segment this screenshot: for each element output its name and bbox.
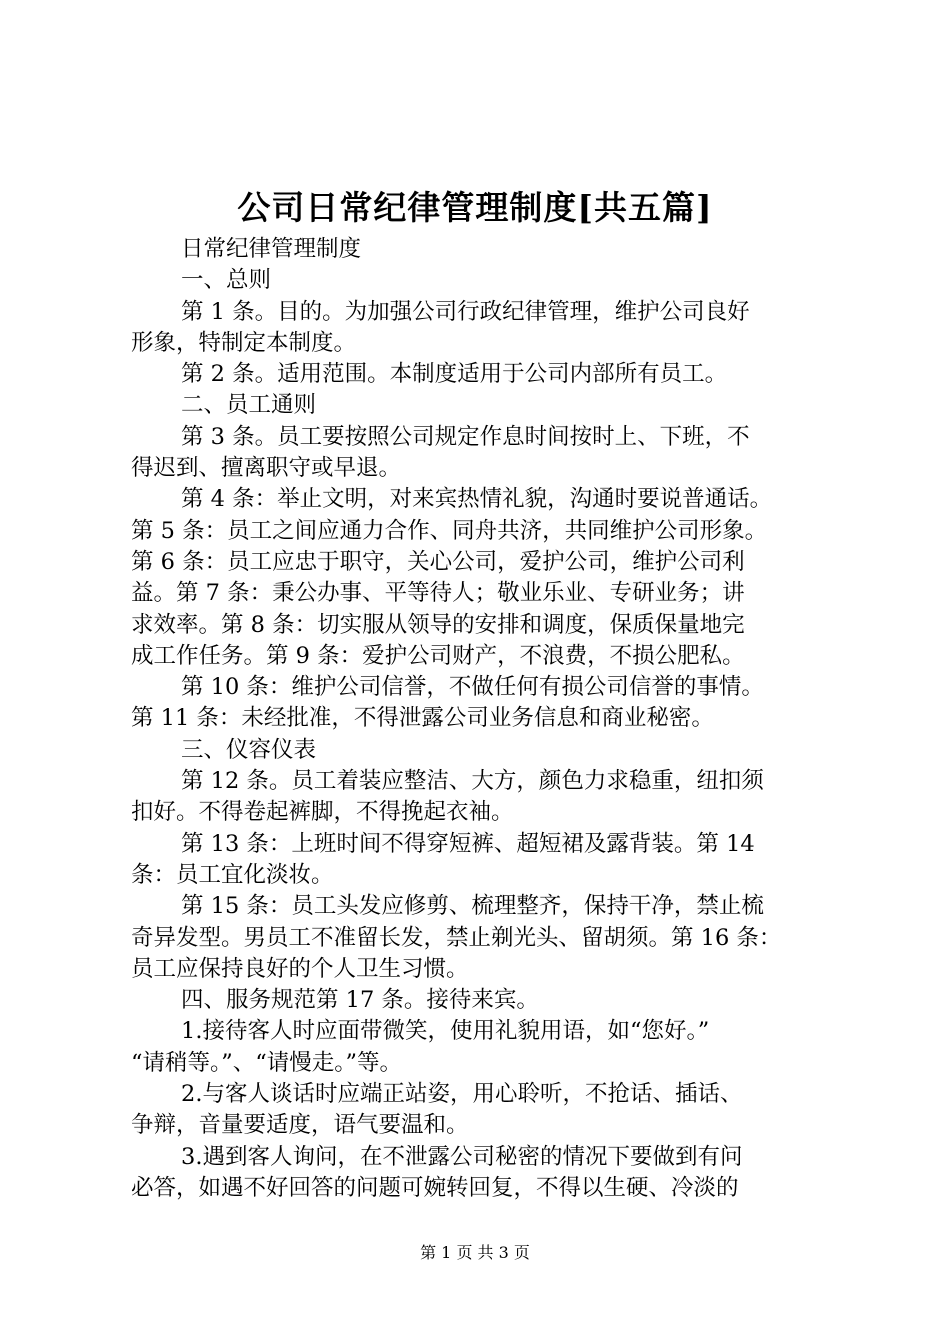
- text-line: 奇异发型。男员工不准留长发，禁止剃光头、留胡须。第 16 条：: [131, 924, 782, 951]
- text-line: 一、总则: [181, 267, 272, 294]
- text-line: 第 6 条：员工应忠于职守，关心公司，爱护公司，维护公司利: [131, 548, 745, 575]
- text-line: 1.接待客人时应面带微笑，使用礼貌用语，如“您好。”: [181, 1018, 710, 1045]
- text-line: 第 3 条。员工要按照公司规定作息时间按时上、下班，不: [181, 423, 750, 450]
- page-footer: 第 1 页 共 3 页: [420, 1243, 530, 1262]
- text-line: 第 1 条。目的。为加强公司行政纪律管理，维护公司良好: [181, 298, 750, 325]
- text-line: 争辩，音量要适度，语气要温和。: [131, 1112, 469, 1139]
- document-title: 公司日常纪律管理制度[共五篇]: [237, 188, 713, 227]
- text-line: “请稍等。”、“请慢走。”等。: [131, 1049, 403, 1076]
- text-line: 第 11 条：未经批准，不得泄露公司业务信息和商业秘密。: [131, 705, 714, 732]
- text-line: 第 5 条：员工之间应通力合作、同舟共济，共同维护公司形象。: [131, 517, 768, 544]
- text-line: 第 2 条。适用范围。本制度适用于公司内部所有员工。: [181, 361, 728, 388]
- text-line: 必答，如遇不好回答的问题可婉转回复，不得以生硬、冷淡的: [131, 1174, 739, 1201]
- text-line: 第 15 条：员工头发应修剪、梳理整齐，保持干净，禁止梳: [181, 893, 764, 920]
- text-line: 益。第 7 条：秉公办事、平等待人；敬业乐业、专研业务；讲: [131, 580, 745, 607]
- text-line: 三、仪容仪表: [181, 736, 317, 763]
- text-line: 第 4 条：举止文明，对来宾热情礼貌，沟通时要说普通话。: [181, 486, 773, 513]
- text-line: 第 10 条：维护公司信誉，不做任何有损公司信誉的事情。: [181, 674, 764, 701]
- text-line: 得迟到、擅离职守或早退。: [131, 455, 402, 482]
- text-line: 扣好。不得卷起裤脚，不得挽起衣袖。: [131, 799, 514, 826]
- document-body: [131, 234, 831, 1204]
- text-line: 第 13 条：上班时间不得穿短裤、超短裙及露背装。第 14: [181, 830, 755, 857]
- text-line: 形象，特制定本制度。: [131, 329, 357, 356]
- text-line: 二、员工通则: [181, 392, 317, 419]
- text-line: 2.与客人谈话时应端正站姿，用心聆听，不抢话、插话、: [181, 1081, 743, 1108]
- text-line: 条：员工宜化淡妆。: [131, 861, 334, 888]
- text-line: 成工作任务。第 9 条：爱护公司财产，不浪费，不损公肥私。: [131, 642, 745, 669]
- text-line: 3.遇到客人询问，在不泄露公司秘密的情况下要做到有问: [181, 1143, 743, 1170]
- text-line: 员工应保持良好的个人卫生习惯。: [131, 955, 469, 982]
- text-line: 第 12 条。员工着装应整洁、大方，颜色力求稳重，纽扣须: [181, 768, 764, 795]
- text-line: 日常纪律管理制度: [181, 236, 362, 262]
- text-line: 四、服务规范第 17 条。接待来宾。: [181, 987, 539, 1014]
- text-line: 求效率。第 8 条：切实服从领导的安排和调度，保质保量地完: [131, 611, 745, 638]
